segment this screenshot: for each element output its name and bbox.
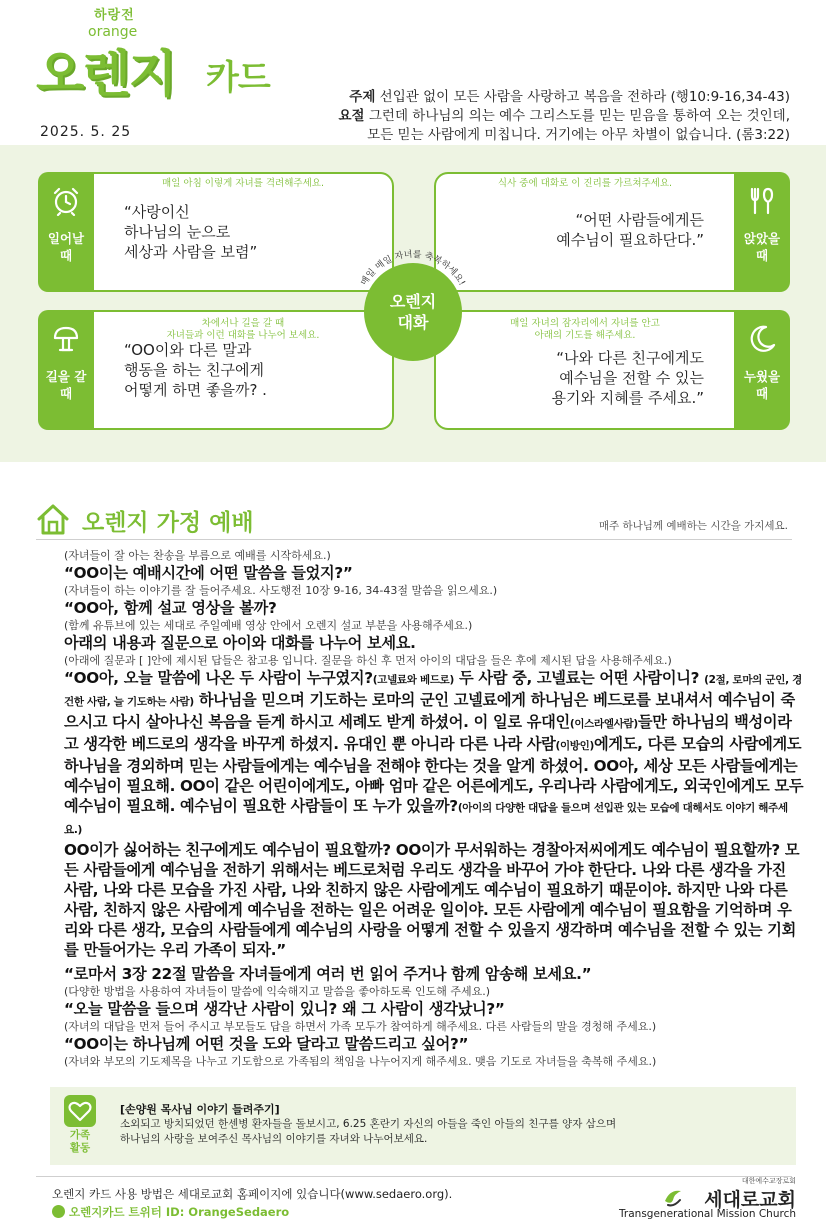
tip-line-2: 아래의 기도를 해주세요. — [534, 330, 636, 341]
when-line-1: 길을 갈 — [45, 369, 87, 384]
logo-top-text: 하랑전 — [94, 8, 135, 23]
worship-note-2: (자녀들이 하는 이야기를 잘 들어주세요. 사도행전 10장 9-16, 34-43절 말씀을 읽으세요.) — [64, 584, 498, 597]
church-logo — [616, 1176, 796, 1222]
badge-label — [364, 291, 462, 333]
quote-line-3: 세상과 사람을 보렴” — [124, 243, 258, 261]
when-line-2: 때 — [59, 386, 73, 401]
conversation-card-walk — [38, 310, 396, 430]
worship-note-5: (다양한 방법을 사용하여 자녀들이 말씀에 익숙해지고 말씀을 좋아하도록 인도해 주세요.) — [64, 985, 491, 998]
worship-note-1: (자녀들이 잘 아는 찬송을 부름으로 예배를 시작하세요.) — [64, 549, 331, 562]
quote-line-2: 하나님의 눈으로 — [124, 223, 231, 241]
conversation-card-lie-down — [432, 310, 790, 430]
worship-subtitle: 매주 하나님께 예배하는 시간을 가지세요. — [598, 520, 788, 532]
home-icon — [36, 502, 70, 536]
twitter-icon — [52, 1205, 65, 1218]
dialogue-note-d: (이방인) — [555, 740, 594, 752]
worship-question-3: “오늘 말씀을 들으며 생각난 사람이 있니? 왜 그 사람이 생각났니?” — [64, 1000, 505, 1018]
when-label — [38, 230, 94, 264]
worship-body — [64, 548, 804, 1069]
card-quote — [552, 348, 705, 408]
badge-line-1: 오렌지 — [389, 292, 437, 311]
conversation-card-sit — [432, 172, 790, 292]
when-line-2: 때 — [755, 248, 769, 263]
quote-line-2: 예수님이 필요하단다.” — [556, 231, 704, 249]
tip-line-1: 매일 아침 이렇게 자녀를 격려해주세요. — [162, 178, 324, 189]
quote-line-1: “어떤 사람들에게든 — [575, 211, 704, 229]
when-line-2: 때 — [755, 386, 769, 401]
worship-dialogue-2: OO이가 싫어하는 친구에게도 예수님이 필요할까? OO이가 무서워하는 경찰아저씨에게도 예수님이 필요할까? 모든 사람들에게 예수님을 전하기 위해서는 베드로처럼 우리도 생각을 바꾸어 가야 한단다. 나와 다른 생각을 가진 사람, 나와 다른 모습을 가진 사람, 나와 친하지 않은 사람에게도 예수님이 필요하기 때문이야. 하지만 나와 다른 사람, 친하지 않은 사람에게 예수님을 전하는 일은 어려운 일이야. 모든 사람에게 예수님이 필요함을 기억하며 우리와 다른 생각, 모습의 사람들에게 예수님의 사랑을 어떻게 전할 수 있을지 생각하며 예수님을 전할 수 있는 기회를 만들어가는 우리 가족이 되자.” — [64, 841, 800, 959]
dialogue-note-a: (고넬료와 베드로) — [372, 674, 455, 686]
logo-main-text: 오렌지 — [36, 45, 175, 103]
family-activity-text — [120, 1117, 780, 1147]
card-side — [38, 310, 94, 430]
worship-dialogue-1 — [64, 668, 804, 840]
dialogue-note-b: (2절, 로마의 군인, 경건한 사람, 늘 기도하는 사람) — [64, 674, 802, 708]
card-side — [38, 172, 94, 292]
quote-line-1: “사랑이신 — [124, 203, 190, 221]
footer-usage: 오렌지 카드 사용 방법은 세대로교회 홈페이지에 있습니다(www.sedaero.org). — [52, 1187, 453, 1201]
worship-question-1: “OO이는 예배시간에 어떤 말씀을 들었지?” — [64, 564, 353, 582]
logo-orange-text: orange — [88, 24, 138, 40]
worship-note-7: (자녀와 부모의 기도제목을 나누고 기도함으로 가족됨의 책임을 나누어지게 해주세요. 맺음 기도로 자녀들을 축복해 주세요.) — [64, 1055, 657, 1068]
church-mark-icon — [662, 1186, 684, 1208]
worship-question-2: “OO아, 함께 설교 영상을 볼까? — [64, 599, 277, 617]
logo-card-text: 카드 — [206, 58, 270, 98]
conversation-card-wake — [38, 172, 396, 292]
quote-line-3: 어떻게 하면 좋을까? . — [124, 381, 267, 399]
quote-line-2: 행동을 하는 친구에게 — [124, 361, 264, 379]
tip-line-1: 차에서나 길을 갈 때 — [201, 318, 285, 329]
card-quote — [556, 210, 704, 250]
summary-line-2: 모든 믿는 사람에게 미칩니다. 거기에는 아무 차별이 없습니다. (롬3:22) — [367, 127, 790, 143]
mushroom-sign-icon — [51, 324, 81, 354]
quote-line-1: “나와 다른 친구에게도 — [556, 349, 704, 367]
worship-instruction: 아래의 내용과 질문으로 아이와 대화를 나누어 보세요. — [64, 634, 416, 652]
summary-label: 요절 — [338, 108, 365, 124]
family-activity-title: [손양원 목사님 이야기 들려주기] — [120, 1103, 280, 1116]
dialogue-part-c: 하나님을 믿으며 기도하는 로마의 군인 고넬료에게 하나님은 베드로를 보내셔서 예수님이 죽으시고 다시 살아나신 복음을 듣게 하시고 세례도 받게 하셨어. 이 일로 유대인 — [64, 691, 795, 731]
worship-note-3: (함께 유튜브에 있는 세대로 주일예배 영상 안에서 오렌지 설교 부분을 사용해주세요.) — [64, 619, 473, 632]
church-denomination: 대한예수교장로회 — [741, 1177, 796, 1185]
badge-line-2: 대화 — [397, 313, 429, 332]
twitter-id: 오렌지카드 트위터 ID: OrangeSedaero — [69, 1205, 290, 1219]
family-text-line-2: 하나님의 사랑을 보여주신 목사님의 이야기를 자녀와 나누어보세요. — [120, 1133, 428, 1145]
quote-line-3: 용기와 지혜를 주세요.” — [551, 389, 704, 407]
card-side — [734, 172, 790, 292]
tip-line-2: 자녀들과 이런 대화를 나누어 보세요. — [166, 330, 320, 341]
family-activity — [50, 1087, 796, 1165]
theme-label: 주제 — [349, 89, 376, 105]
footer-twitter[interactable] — [52, 1204, 289, 1220]
theme-block — [310, 88, 790, 145]
dialogue-part-a: “OO아, 오늘 말씀에 나온 두 사람이 누구였지? — [64, 669, 373, 687]
when-line-1: 누웠을 — [743, 369, 781, 384]
moon-icon — [747, 324, 777, 354]
theme-text: 선입관 없이 모든 사람을 사랑하고 복음을 전하라 (행10:9-16,34-43) — [379, 89, 790, 105]
worship-divider — [36, 539, 792, 540]
worship-title: 오렌지 가정 예배 — [82, 510, 254, 536]
worship-note-4: (아래에 질문과 [ ]안에 제시된 답들은 참고용 입니다. 질문을 하신 후 먼저 아이의 대답을 들은 후에 제시된 답을 사용해주세요.) — [64, 654, 672, 667]
family-text-line-1: 소외되고 방치되었던 한센병 환자들을 돌보시고, 6.25 혼란기 자신의 아들을 죽인 아들의 친구를 양자 삼으며 — [120, 1118, 617, 1130]
quote-line-1: “OO이와 다른 말과 — [124, 341, 252, 359]
family-activity-label — [50, 1129, 110, 1155]
family-activity-side — [50, 1087, 110, 1165]
alarm-clock-icon — [51, 186, 81, 216]
dialogue-part-b: 두 사람 중, 고넬료는 어떤 사람이니? — [454, 669, 705, 687]
when-label — [734, 368, 790, 402]
quote-line-2: 예수님을 전할 수 있는 — [559, 369, 704, 387]
card-quote — [124, 340, 267, 400]
family-label-line-2: 활동 — [69, 1142, 91, 1154]
card-side — [734, 310, 790, 430]
dialogue-note-e: (아이의 다양한 대답을 들으며 선입관 있는 모습에 대해서도 이야기 해주세요.) — [64, 802, 788, 836]
church-name: 세대로교회 — [704, 1189, 796, 1211]
header — [0, 0, 826, 145]
card-quote — [124, 202, 257, 262]
when-line-1: 일어날 — [47, 231, 85, 246]
worship-question-4: “OO이는 하나님께 어떤 것을 도와 달라고 말씀드리고 싶어?” — [64, 1035, 469, 1053]
summary-line-1: 그런데 하나님의 의는 예수 그리스도를 믿는 믿음을 통하여 오는 것인데, — [368, 108, 790, 124]
dialogue-part-e: 에게도, 다른 모습의 사람에게도 하나님을 경외하며 믿는 사람들에게는 예수님을 전해야 한다는 것을 알게 하셨어. OO아, 세상 모든 사람들에게는 예수님이 필요해. OO이 같은 어린이에게도, 아빠 엄마 같은 어른에게도, 우리나라 사람에게도, 외국인에게도 모두 예수님이 필요해. 예수님이 필요한 사람들이 또 누가 있을까? — [64, 735, 804, 815]
worship-memorize: “로마서 3장 22절 말씀을 자녀들에게 여러 번 읽어 주거나 함께 암송해 보세요.” — [64, 965, 592, 983]
orange-card-logo — [36, 4, 296, 104]
tip-line-1: 식사 중에 대화로 이 진리를 가르쳐주세요. — [497, 178, 673, 189]
dialogue-part-d: 들만 하나님의 백성이라고 생각한 베드로의 생각을 바꾸게 하셨지. 유대인 뿐 아니라 다른 나라 사람 — [64, 713, 792, 753]
card-date: 2025. 5. 25 — [40, 124, 132, 140]
center-arc-label: 매일 매일 자녀를 축복하세요! — [359, 249, 467, 288]
when-line-1: 앉았을 — [743, 231, 781, 246]
tip-line-1: 매일 자녀의 잠자리에서 자녀를 안고 — [510, 318, 660, 329]
orange-conversation-badge — [364, 263, 462, 361]
church-english-name: Transgenerational Mission Church — [619, 1208, 796, 1220]
family-label-line-1: 가족 — [69, 1129, 91, 1141]
worship-note-6: (자녀의 대답을 먼저 들어 주시고 부모들도 답을 하면서 가족 모두가 참여하게 해주세요. 다른 사람들의 말을 경청해 주세요.) — [64, 1020, 657, 1033]
card-tip — [436, 318, 734, 342]
heart-icon — [64, 1095, 96, 1127]
when-label — [734, 230, 790, 264]
card-tip — [94, 178, 392, 190]
card-tip — [436, 178, 734, 190]
heart-icon-box — [64, 1095, 96, 1127]
worship-header — [36, 500, 792, 540]
when-line-2: 때 — [59, 248, 73, 263]
orange-conversation-panel — [0, 145, 826, 462]
when-label — [38, 368, 94, 402]
fork-knife-icon — [747, 186, 777, 216]
dialogue-note-c: (이스라엘사람) — [569, 718, 638, 730]
